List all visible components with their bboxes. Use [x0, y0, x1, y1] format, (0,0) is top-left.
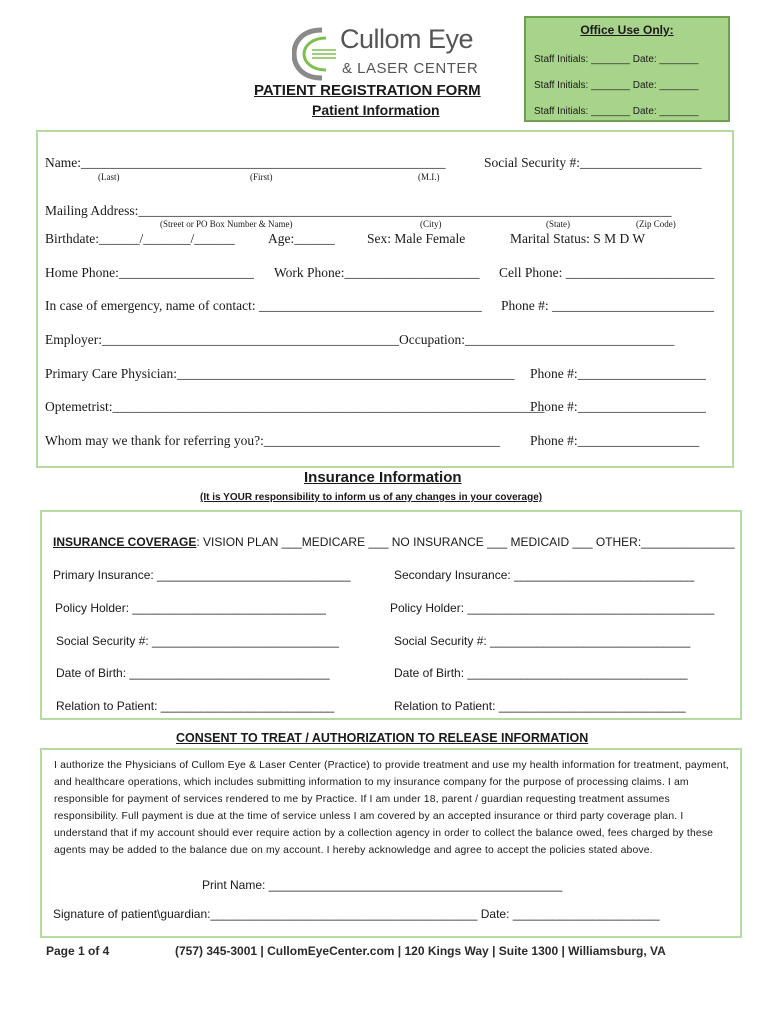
insurance-coverage-row[interactable]: [53, 535, 735, 549]
secondary-relation-field[interactable]: Relation to Patient: ____________________________: [394, 699, 686, 713]
insurance-coverage-options[interactable]: : VISION PLAN ___MEDICARE ___ NO INSURANCE ___ MEDICAID ___ OTHER:______________: [196, 535, 735, 549]
referral-phone-field[interactable]: Phone #:__________________: [530, 433, 700, 448]
insured-ssn-field[interactable]: Social Security #: ____________________________: [56, 634, 339, 648]
birthdate-field[interactable]: Birthdate:______/_______/______: [45, 231, 235, 246]
patient-info-heading: Patient Information: [312, 102, 440, 118]
work-phone-field[interactable]: Work Phone:____________________: [274, 265, 480, 280]
cell-phone-field[interactable]: Cell Phone: ______________________: [499, 265, 715, 280]
age-field[interactable]: Age:______: [268, 231, 335, 246]
emergency-phone-field[interactable]: Phone #: ________________________: [501, 298, 715, 313]
primary-care-physician-field[interactable]: Primary Care Physician:__________________________________________________: [45, 366, 515, 381]
emergency-contact-field[interactable]: In case of emergency, name of contact: _________________________________: [45, 298, 482, 313]
consent-text: I authorize the Physicians of Cullom Eye & Laser Center (Practice) to provide treatment and use my health information for treatment, payment, and healthcare operations, which includes submitting information to my insurance company for the purpose of processing claims. I am responsible for payment of services rendered to me by Practice. If I am under 18, parent / guardian requesting treatment assumes responsibility. Full payment is due at the time of service unless I am covered by an accepted insurance or third party coverage plan. I understand that if my account should ever require action by a collection agency in order to collect the balance owed, fees charged by these agents may be added to the balance due on my account. I hereby acknowledge and agree to accept the policies stated above.: [54, 760, 729, 856]
staff-initials-row[interactable]: Staff Initials: _______ Date: _______: [534, 106, 699, 117]
mailing-address-field[interactable]: Mailing Address:_______________________________________________________________________________: [45, 203, 672, 218]
insured-dob-field[interactable]: Date of Birth: ______________________________: [56, 666, 330, 680]
form-title: PATIENT REGISTRATION FORM: [254, 82, 481, 99]
relation-to-patient-field[interactable]: Relation to Patient: __________________________: [56, 699, 335, 713]
print-name-field[interactable]: Print Name: ____________________________________________: [202, 878, 563, 892]
ssn-field[interactable]: Social Security #:__________________: [484, 155, 702, 170]
insurance-note: (It is YOUR responsibility to inform us of any changes in your coverage): [200, 492, 543, 503]
optometrist-phone-field[interactable]: Phone #:___________________: [530, 399, 706, 414]
staff-initials-row[interactable]: Staff Initials: _______ Date: _______: [534, 80, 699, 91]
staff-initials-row[interactable]: Staff Initials: _______ Date: _______: [534, 54, 699, 65]
page-number: Page 1 of 4: [46, 944, 110, 958]
logo-subtitle: & LASER CENTER: [342, 60, 479, 77]
insurance-coverage-label: INSURANCE COVERAGE: [53, 535, 197, 549]
secondary-dob-field[interactable]: Date of Birth: _________________________________: [394, 666, 688, 680]
name-field[interactable]: Name:______________________________________________________: [45, 155, 446, 170]
office-use-title: Office Use Only:: [580, 23, 674, 37]
policy-holder-field[interactable]: Policy Holder: _____________________________: [55, 601, 326, 615]
cullom-eye-logo: [292, 26, 492, 82]
home-phone-field[interactable]: Home Phone:____________________: [45, 265, 254, 280]
state-hint: (State): [546, 219, 570, 229]
insurance-heading: Insurance Information: [304, 469, 462, 486]
name-first-hint: (First): [250, 172, 273, 182]
footer-contact: (757) 345-3001 | CullomEyeCenter.com | 120 Kings Way | Suite 1300 | Williamsburg, VA: [175, 944, 666, 958]
sex-options[interactable]: Sex: Male Female: [367, 231, 466, 246]
zip-hint: (Zip Code): [636, 219, 676, 229]
referral-field[interactable]: Whom may we thank for referring you?:___________________________________: [45, 433, 501, 448]
primary-insurance-field[interactable]: Primary Insurance: _____________________________: [53, 568, 351, 582]
eye-logo-icon: [292, 26, 338, 82]
city-hint: (City): [420, 219, 442, 229]
physician-phone-field[interactable]: Phone #:___________________: [530, 366, 706, 381]
consent-heading: CONSENT TO TREAT / AUTHORIZATION TO RELEASE INFORMATION: [176, 731, 589, 745]
office-use-box: [524, 16, 730, 122]
secondary-ssn-field[interactable]: Social Security #: ______________________________: [394, 634, 691, 648]
signature-date-field[interactable]: Signature of patient\guardian:________________________________________ Date: ______________________: [53, 907, 660, 921]
logo-name: Cullom Eye: [340, 24, 474, 54]
street-hint: (Street or PO Box Number & Name): [160, 219, 293, 229]
optometrist-field[interactable]: Optemetrist:________________________________________________________________: [45, 399, 545, 414]
secondary-insurance-field[interactable]: Secondary Insurance: ___________________________: [394, 568, 695, 582]
name-mi-hint: (M.I.): [418, 172, 440, 182]
marital-status-options[interactable]: Marital Status: S M D W: [510, 231, 646, 246]
secondary-policy-holder-field[interactable]: Policy Holder: _____________________________________: [390, 601, 715, 615]
employer-occupation-field[interactable]: Employer:____________________________________________Occupation:_______________________________: [45, 332, 675, 347]
name-last-hint: (Last): [98, 172, 120, 182]
